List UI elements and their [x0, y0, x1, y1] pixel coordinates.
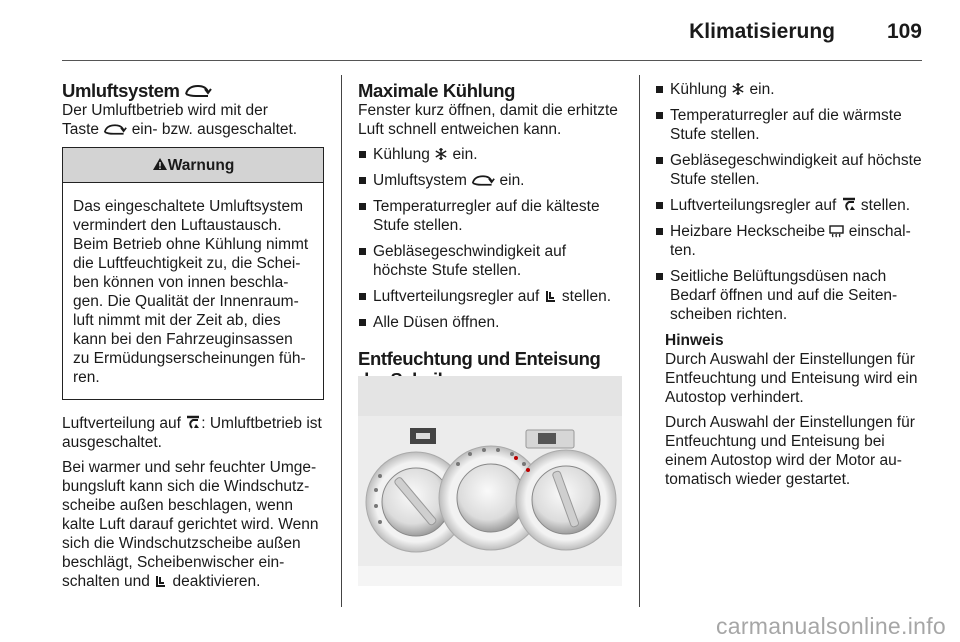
list-item: Kühlung ein.	[358, 145, 624, 164]
paragraph-beschlag: Bei warmer und sehr feuchter Umge-bungsluft kann sich die Windschutz-scheibe außen beschlagen, wenn kalte Luft darauf gerichtet wird. Wenn sich die Windschutzscheibe außen beschlägt, Scheibenwischer ein-schalten und deaktivieren.	[62, 459, 319, 590]
list-item: Heizbare Heckscheibe einschal-ten.	[655, 222, 923, 260]
watermark: carmanualsonline.info	[715, 613, 946, 639]
list-item: Gebläsegeschwindigkeit auf höchste Stufe stellen.	[358, 242, 624, 280]
snowflake-icon	[434, 147, 448, 161]
column-divider-1	[341, 75, 342, 607]
paragraph-luftverteilung: Luftverteilung auf : Umluftbetrieb ist ausgeschaltet.	[62, 415, 322, 451]
column-right	[655, 80, 923, 495]
list-item: Alle Düsen öffnen.	[358, 313, 624, 332]
list-item: Umluftsystem ein.	[358, 171, 624, 190]
list-item: Kühlung ein.	[655, 80, 923, 99]
warning-header: Warnung	[63, 148, 323, 183]
list-entfeuchtung	[655, 80, 923, 324]
note-label: Hinweis	[665, 332, 724, 349]
column-divider-2	[639, 75, 640, 607]
warning-triangle-icon	[152, 157, 168, 171]
temperature-knob[interactable]	[457, 464, 525, 532]
warning-box	[62, 147, 324, 400]
heading-entfeuchtung: Entfeuchtung und Enteisung	[358, 348, 601, 369]
rear-window-heating-icon	[829, 224, 844, 238]
recirculation-icon	[103, 123, 127, 136]
intro-text: Der Umluftbetrieb wird mit der Taste ein- bzw. ausgeschaltet.	[62, 102, 298, 138]
list-item: Luftverteilungsregler auf stellen.	[358, 287, 624, 306]
windscreen-icon	[544, 289, 558, 303]
heading-umluftsystem: Umluftsystem	[62, 80, 324, 101]
warning-text: Das eingeschaltete Umluftsystem vermindert den Luftaustausch. Beim Betrieb ohne Kühlung nimmt die Luftfeuchtigkeit zu, die Schei-ben können von innen beschla-gen. Die Qualität der Innenraum-luft nimmt mit der Zeit ab, dies kann bei den Fahrzeuginsassen zu Ermüdungserscheinungen füh-ren.	[73, 198, 309, 386]
list-item: Gebläsegeschwindigkeit auf höchste Stufe stellen.	[655, 151, 923, 189]
recirculation-icon	[471, 174, 495, 187]
floor-windscreen-icon	[841, 197, 857, 212]
snowflake-icon	[731, 82, 745, 96]
recirculation-icon	[184, 84, 212, 98]
intro-kuehlung: Fenster kurz öffnen, damit die erhitzte Luft schnell entweichen kann.	[358, 102, 618, 138]
note-block	[655, 331, 923, 489]
heading-maximale-kuehlung: Maximale Kühlung	[358, 80, 516, 101]
rear-window-heating-button[interactable]	[538, 433, 556, 444]
climate-control-panel-image	[358, 376, 622, 586]
windscreen-icon	[154, 574, 168, 588]
page-number: 109	[886, 20, 922, 43]
column-left	[62, 80, 324, 597]
header-title: Klimatisierung	[689, 20, 835, 43]
list-item: Luftverteilungsregler auf stellen.	[655, 196, 923, 215]
column-middle	[358, 80, 624, 390]
list-item: Seitliche Belüftungsdüsen nach Bedarf öffnen und auf die Seiten-scheiben richten.	[655, 267, 923, 324]
note-paragraph-2: Durch Auswahl der Einstellungen für Entfeuchtung und Enteisung bei einem Autostop wird der Motor au-tomatisch wieder gestartet.	[665, 414, 915, 488]
floor-windscreen-icon	[185, 415, 201, 430]
list-item: Temperaturregler auf die wärmste Stufe stellen.	[655, 106, 923, 144]
list-kuehlung	[358, 145, 624, 332]
note-paragraph-1: Durch Auswahl der Einstellungen für Entfeuchtung und Enteisung wird ein Autostop verhindert.	[665, 351, 918, 406]
list-item: Temperaturregler auf die kälteste Stufe stellen.	[358, 197, 624, 235]
header-rule	[62, 60, 922, 61]
